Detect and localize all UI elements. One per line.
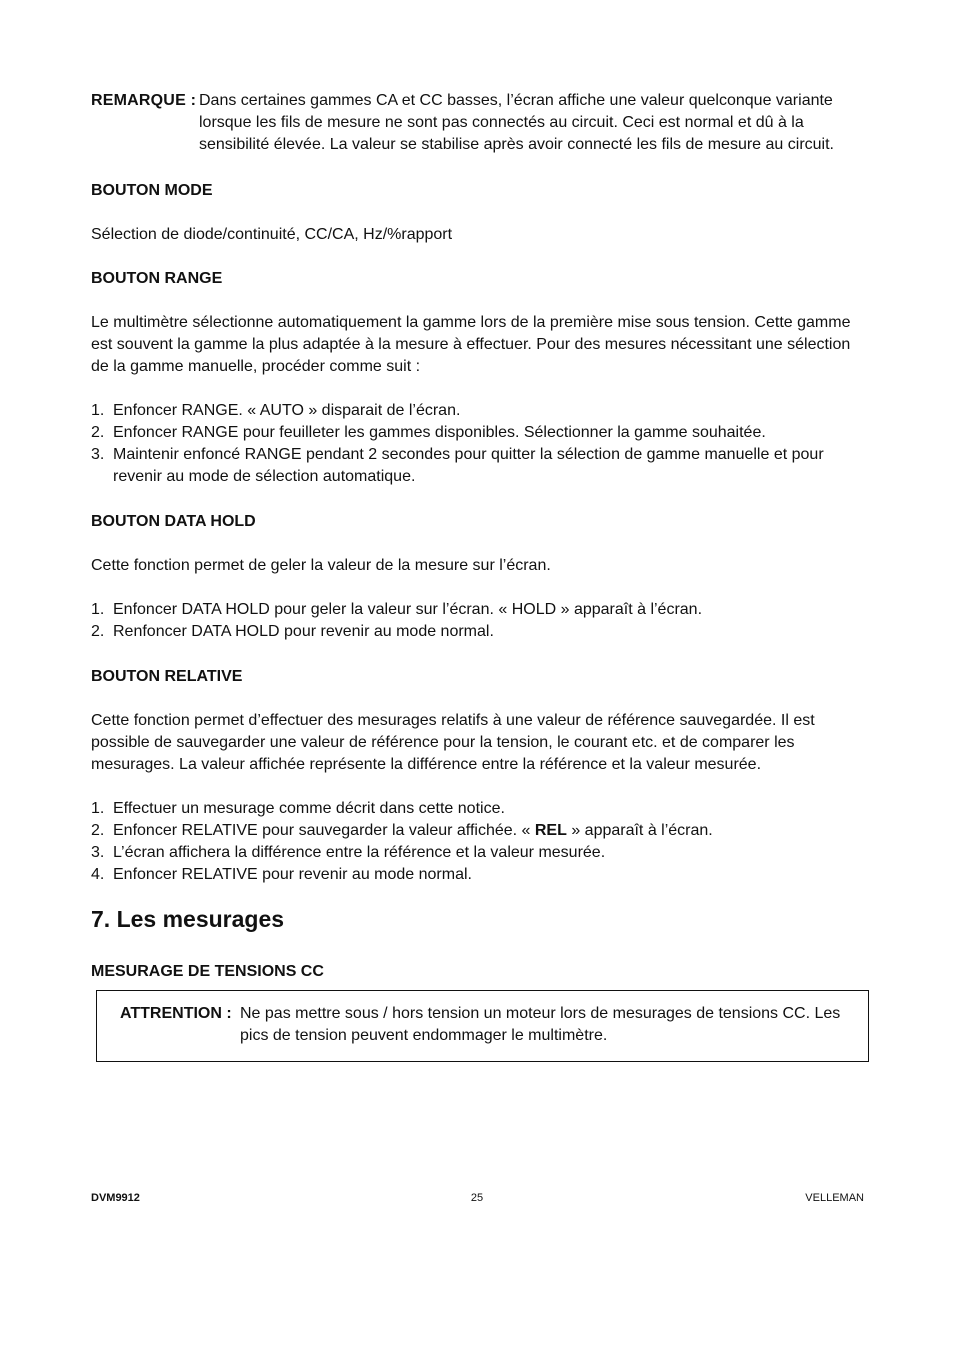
- step-text: Maintenir enfoncé RANGE pendant 2 secondes pour quitter la sélection de gamme manuelle et pour revenir au mode de sélection automatique.: [113, 446, 824, 485]
- rel-indicator: REL: [534, 822, 567, 839]
- warning-box: [96, 990, 869, 1062]
- hold-text: Cette fonction permet de geler la valeur de la mesure sur l’écran.: [91, 557, 551, 574]
- step-text: L’écran affichera la différence entre la référence et la valeur mesurée.: [113, 844, 606, 861]
- list-item: [91, 842, 867, 864]
- step-number: 2.: [91, 623, 105, 640]
- footer-brand: VELLEMAN: [805, 1192, 864, 1204]
- list-item: [91, 820, 867, 842]
- warning-text: Ne pas mettre sous / hors tension un moteur lors de mesurages de tensions CC. Les pics de tension peuvent endommager le multimètre.: [240, 1005, 841, 1044]
- remark-text: Dans certaines gammes CA et CC basses, l’écran affiche une valeur quelconque variante lorsque les fils de mesure ne sont pas connectés au circuit. Ceci est normal et dû à la sensibilité élevée. La valeur se stabilise après avoir connecté les fils de mesure au circuit.: [199, 92, 834, 153]
- hold-steps: [91, 599, 867, 643]
- range-steps: [91, 400, 867, 488]
- list-item: [91, 864, 867, 886]
- step-number: 1.: [91, 402, 105, 419]
- step-text: Enfoncer RANGE. « AUTO » disparait de l’écran.: [113, 402, 461, 419]
- mode-heading: BOUTON MODE: [91, 182, 213, 199]
- hold-heading: BOUTON DATA HOLD: [91, 513, 256, 530]
- step-text-pre: Enfoncer RELATIVE pour sauvegarder la valeur affichée. «: [113, 822, 535, 839]
- step-number: 1.: [91, 601, 105, 618]
- step-number: 1.: [91, 800, 105, 817]
- relative-text: Cette fonction permet d’effectuer des mesurages relatifs à une valeur de référence sauvegardée. Il est possible de sauvegarder une valeur de référence pour la tension, le courant etc. et de comparer les mesurages. La valeur affichée représente la différence entre la référence et la valeur mesurée.: [91, 712, 815, 773]
- list-item: [91, 621, 867, 643]
- relative-heading: BOUTON RELATIVE: [91, 668, 243, 685]
- list-item: [91, 798, 867, 820]
- step-number: 3.: [91, 844, 105, 861]
- range-text: Le multimètre sélectionne automatiquement la gamme lors de la première mise sous tension. Cette gamme est souvent la gamme la plus adaptée à la mesure à effectuer. Pour des mesures nécessitant une sélection de la gamme manuelle, procéder comme suit :: [91, 314, 851, 375]
- range-heading: BOUTON RANGE: [91, 270, 223, 287]
- dc-voltage-heading: MESURAGE DE TENSIONS CC: [91, 963, 324, 980]
- step-number: 3.: [91, 446, 105, 463]
- list-item: [91, 444, 867, 488]
- list-item: [91, 400, 867, 422]
- footer-model: DVM9912: [91, 1192, 140, 1204]
- step-text: Enfoncer RANGE pour feuilleter les gammes disponibles. Sélectionner la gamme souhaitée.: [113, 424, 766, 441]
- step-text: Effectuer un mesurage comme décrit dans cette notice.: [113, 800, 505, 817]
- step-text-post: » apparaît à l’écran.: [566, 822, 713, 839]
- step-number: 4.: [91, 866, 105, 883]
- step-text: Renfoncer DATA HOLD pour revenir au mode normal.: [113, 623, 494, 640]
- remark-note: [91, 90, 867, 156]
- list-item: [91, 599, 867, 621]
- step-text: Enfoncer RELATIVE pour revenir au mode normal.: [113, 866, 472, 883]
- step-number: 2.: [91, 822, 105, 839]
- chapter-title: 7. Les mesurages: [91, 906, 285, 932]
- step-text: Enfoncer DATA HOLD pour geler la valeur sur l’écran. « HOLD » apparaît à l’écran.: [113, 601, 703, 618]
- step-number: 2.: [91, 424, 105, 441]
- relative-steps: [91, 798, 867, 886]
- warning-label: ATTRENTION :: [120, 1005, 232, 1022]
- remark-label: REMARQUE :: [91, 92, 197, 109]
- list-item: [91, 422, 867, 444]
- mode-text: Sélection de diode/continuité, CC/CA, Hz/%rapport: [91, 226, 453, 243]
- footer-page-number: 25: [470, 1192, 484, 1204]
